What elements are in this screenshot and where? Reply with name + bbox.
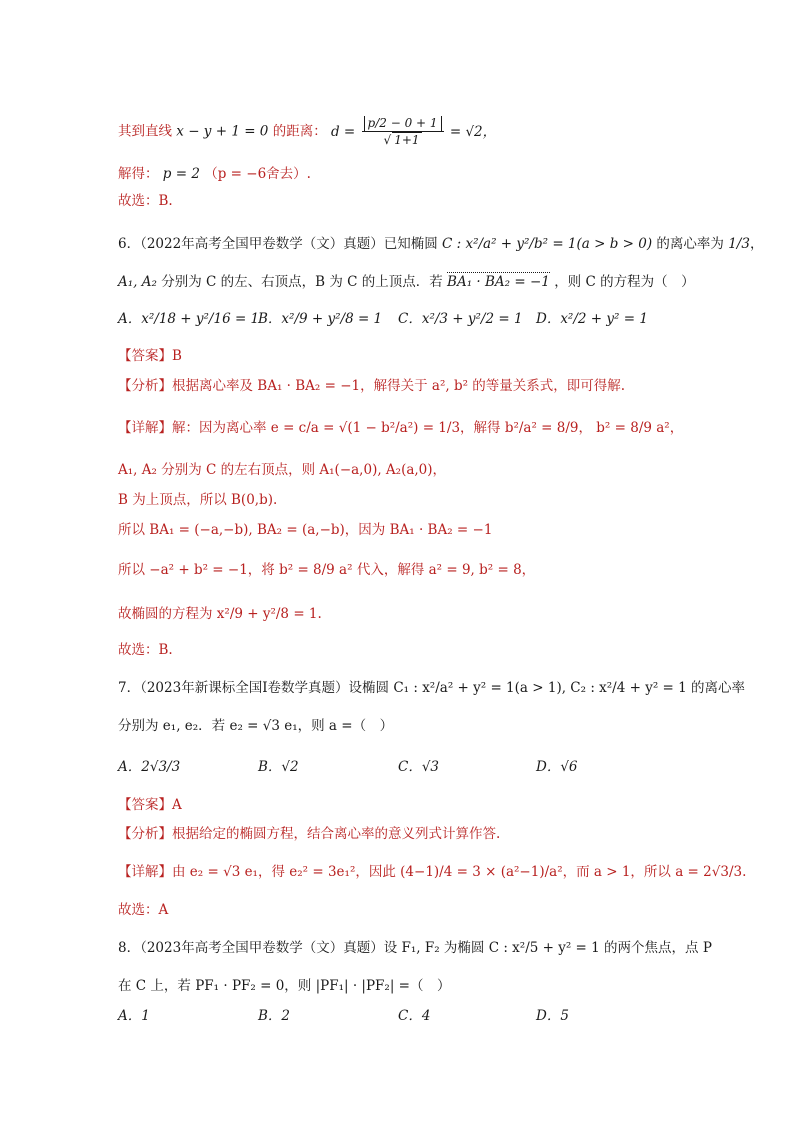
q6-ellipse: C : x²/a² + y²/b² = 1(a > b > 0): [442, 236, 653, 252]
q6-answer: 【答案】B: [118, 348, 182, 364]
solve-line: [118, 164, 311, 184]
distance-prefix: 其到直线: [118, 123, 172, 140]
q6-stem-prefix: 6．（2022年高考全国甲卷数学（文）真题）已知椭圆: [118, 236, 438, 252]
q6-detail-1: [118, 418, 683, 438]
q7-stem-1: 7．（2023年新课标全国Ⅰ卷数学真题）设椭圆 C₁ : x²/a² + y² = 1(a > 1), C₂ : x²/4 + y² = 1 的离心率: [118, 680, 746, 696]
q8-option-c[interactable]: C．4: [398, 1008, 431, 1024]
q6-choose: 故选：B.: [118, 642, 173, 658]
q7-choose: 故选：A: [118, 902, 169, 918]
distance-mid: 的距离：: [272, 123, 327, 140]
q7-option-c[interactable]: C．√3: [398, 759, 440, 775]
q6-analysis: [118, 376, 625, 396]
distance-formula: [331, 116, 497, 147]
q6-detail-4: 所以 BA₁ = (−a,−b), BA₂ = (a,−b)，因为 BA₁ · BA₂ = −1: [118, 522, 493, 538]
choose-5: 故选：B.: [118, 193, 173, 209]
q8-option-d[interactable]: D．5: [536, 1008, 569, 1024]
q6-detail-6: 故椭圆的方程为 x²/9 + y²/8 = 1.: [118, 606, 322, 622]
q6-detail-label: 【详解】: [118, 420, 172, 436]
q6-option-b[interactable]: B．x²/9 + y²/8 = 1: [258, 311, 383, 327]
q7-option-d[interactable]: D．√6: [536, 759, 578, 775]
distance-denominator: 1+1: [394, 133, 420, 147]
distance-d: d =: [331, 123, 356, 140]
solve-label: 解得：: [118, 166, 159, 182]
q6-eccentricity: 1/3: [728, 236, 750, 252]
line-equation: x − y + 1 = 0: [176, 123, 269, 140]
q6-detail-3: B 为上顶点，所以 B(0,b).: [118, 492, 278, 508]
q7-analysis-label: 【分析】: [118, 826, 172, 842]
q6-analysis-label: 【分析】: [118, 378, 172, 394]
q8-stem-2: 在 C 上，若 PF₁ · PF₂ = 0，则 |PF₁| · |PF₂| =（ ）: [118, 978, 451, 994]
distance-line: [118, 116, 496, 148]
q6-detail-5: 所以 −a² + b² = −1，将 b² = 8/9 a² 代入，解得 a² = 9, b² = 8，: [118, 562, 536, 578]
q6-stem: [118, 234, 763, 254]
q6-option-c[interactable]: C．x²/3 + y²/2 = 1: [398, 311, 523, 327]
q6-option-a[interactable]: A．x²/18 + y²/16 = 1: [118, 311, 260, 327]
q8-option-a[interactable]: A．1: [118, 1008, 150, 1024]
q8-stem-1: 8．（2023年高考全国甲卷数学（文）真题）设 F₁, F₂ 为椭圆 C : x²/5 + y² = 1 的两个焦点，点 P: [118, 940, 712, 956]
q6-stem-end: ，: [749, 236, 764, 252]
q6-line2-text1: 分别为 C 的左、右顶点，B 为 C 的上顶点．若: [161, 274, 443, 290]
distance-fraction: $\frac{p/2 - 0 + 1}{√ 1+1}$: [362, 116, 444, 148]
q7-stem-2: 分别为 e₁, e₂．若 e₂ = √3 e₁，则 a =（ ）: [118, 718, 394, 734]
q6-analysis-text: 根据离心率及 BA₁ · BA₂ = −1，解得关于 a², b² 的等量关系式，即可得解.: [172, 378, 626, 394]
solve-equation: p = 2: [162, 166, 200, 182]
q6-detail-2: A₁, A₂ 分别为 C 的左右顶点，则 A₁(−a,0), A₂(a,0)，: [118, 462, 447, 478]
q6-line2-text2: ，则 C 的方程为（ ）: [554, 274, 695, 290]
q7-detail-label: 【详解】: [118, 864, 172, 880]
q7-detail-text: 由 e₂ = √3 e₁，得 e₂² = 3e₁²，因此 (4−1)/4 = 3 × (a²−1)/a²，而 a > 1，所以 a = 2√3/3.: [172, 864, 747, 880]
distance-end: ，: [482, 123, 497, 140]
choose-line-5: [118, 191, 173, 211]
q6-dot-product: BA₁ · BA₂ = −1: [447, 274, 550, 290]
q6-detail-1-text: 解：因为离心率 e = c/a = √(1 − b²/a²) = 1/3，解得 b²/a² = 8/9， b² = 8/9 a²，: [172, 420, 684, 436]
q7-detail: [118, 862, 746, 882]
distance-numerator: p/2 − 0 + 1: [364, 116, 442, 131]
q7-option-a[interactable]: A．2√3/3: [118, 759, 181, 775]
q6-stem-mid: 的离心率为: [656, 236, 724, 252]
q8-option-b[interactable]: B．2: [258, 1008, 291, 1024]
solve-note: （p = −6舍去）.: [204, 166, 311, 182]
q7-option-b[interactable]: B．√2: [258, 759, 299, 775]
q7-analysis: [118, 824, 500, 844]
q6-option-d[interactable]: D．x²/2 + y² = 1: [536, 311, 648, 327]
distance-rhs: = √2: [449, 123, 483, 140]
q6-vertices: A₁, A₂: [118, 274, 157, 290]
q7-analysis-text: 根据给定的椭圆方程，结合离心率的意义列式计算作答.: [172, 826, 501, 842]
q6-line2: [118, 272, 695, 292]
q7-answer: 【答案】A: [118, 797, 182, 813]
